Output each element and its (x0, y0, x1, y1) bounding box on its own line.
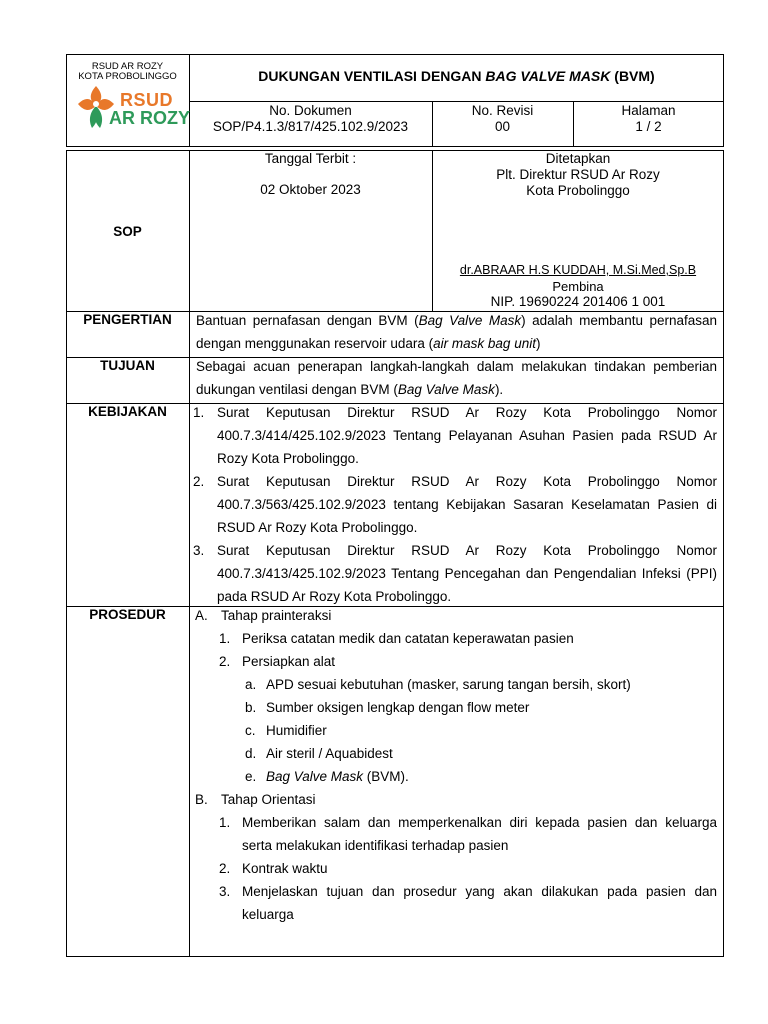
header-divider (189, 101, 724, 102)
pengertian-text-c: ) (535, 336, 541, 351)
prosedur-section-a (195, 604, 717, 627)
tujuan-text-a: Sebagai acuan penerapan langkah-langkah dalam melakukan tindakan pemberian dukungan ventilasi dengan BVM ( (196, 359, 717, 397)
kebijakan-item (193, 401, 717, 470)
signer-nip: NIP. 19690224 201406 1 001 (490, 294, 666, 309)
org-name (66, 62, 189, 82)
prosedur-label: PROSEDUR (89, 607, 166, 622)
org-name-line2: KOTA PROBOLINGGO (78, 71, 177, 82)
rev-label: No. Revisi (471, 103, 534, 118)
section-a-letter: A. (195, 608, 208, 623)
title-prefix: DUKUNGAN VENTILASI DENGAN (258, 68, 486, 84)
tool-text: Air steril / Aquabidest (266, 746, 393, 761)
pengertian-text (196, 309, 717, 355)
step-num: 1. (219, 631, 231, 646)
page-value: 1 / 2 (635, 119, 662, 134)
step-text: Kontrak waktu (242, 861, 328, 876)
pengertian-label: PENGERTIAN (83, 312, 172, 327)
revision-number (432, 103, 573, 135)
approval-block (432, 151, 724, 199)
prosedur-step (219, 880, 717, 926)
tool-letter: b. (245, 700, 257, 715)
tool-item (245, 696, 717, 719)
pengertian-text-b: ) adalah membantu pernafasan dengan menggunakan reservoir udara ( (196, 313, 718, 351)
kebijakan-item (193, 470, 717, 539)
approval-line2: Plt. Direktur RSUD Ar Rozy (496, 167, 660, 182)
hospital-logo (76, 84, 190, 132)
pengertian-text-a-italic: Bag Valve Mask (418, 313, 522, 328)
tool-text-italic: Bag Valve Mask (266, 769, 364, 784)
tujuan-text-a-italic: Bag Valve Mask (397, 382, 495, 397)
step-text: Memberikan salam dan memperkenalkan diri kepada pasien dan keluarga serta melakukan identifikasi terhadap pasien (242, 815, 717, 853)
kebijakan-item (193, 539, 717, 608)
issued-label: Tanggal Terbit : (264, 151, 357, 166)
tool-text: Sumber oksigen lengkap dengan flow meter (266, 700, 530, 715)
title-italic: BAG VALVE MASK (485, 68, 611, 84)
title-suffix: (BVM) (610, 68, 655, 84)
step-text: Menjelaskan tujuan dan prosedur yang akan dilakukan pada pasien dan keluarga (242, 884, 717, 922)
step-text: Periksa catatan medik dan catatan keperawatan pasien (242, 631, 574, 646)
tool-item (245, 742, 717, 765)
document-title (189, 68, 724, 84)
rev-value: 00 (494, 119, 511, 134)
logo-text-top: RSUD (120, 90, 174, 110)
prosedur-step (219, 857, 717, 880)
step-num: 2. (219, 654, 231, 669)
tujuan-text (196, 355, 717, 401)
prosedur-content (195, 604, 717, 926)
label-column-divider (189, 150, 190, 957)
kebijakan-item-num: 1. (193, 405, 205, 420)
section-b-letter: B. (195, 792, 208, 807)
tool-item (245, 719, 717, 742)
prosedur-section-b (195, 788, 717, 811)
tool-letter: e. (245, 769, 257, 784)
tujuan-text-b: ). (494, 382, 504, 397)
kebijakan-item-text: Surat Keputusan Direktur RSUD Ar Rozy Kota Probolinggo Nomor 400.7.3/413/425.102.9/2023 Tentang Pencegahan dan Pengendalian Infeksi (PPI) pada RSUD Ar Rozy Kota Probolinggo. (217, 543, 717, 604)
tool-letter: d. (245, 746, 257, 761)
prosedur-step (219, 811, 717, 857)
tujuan-label: TUJUAN (100, 358, 155, 373)
tool-text: Humidifier (266, 723, 327, 738)
tool-text-suffix: (BVM). (363, 769, 409, 784)
issued-value: 02 Oktober 2023 (260, 182, 361, 197)
section-a-title: Tahap prainteraksi (221, 608, 332, 623)
section-b-title: Tahap Orientasi (221, 792, 316, 807)
step-text: Persiapkan alat (242, 654, 336, 669)
tool-letter: a. (245, 677, 257, 692)
signer-name: dr.ABRAAR H.S KUDDAH, M.Si.Med,Sp.B (459, 263, 697, 277)
issued-date-block (189, 151, 432, 198)
step-num: 2. (219, 861, 231, 876)
sop-label: SOP (113, 224, 142, 239)
approval-line3: Kota Probolinggo (526, 183, 630, 198)
document-number (189, 103, 432, 135)
prosedur-step (219, 627, 717, 650)
kebijakan-item-num: 3. (193, 543, 205, 558)
logo-text-bottom: AR ROZY (109, 108, 190, 128)
tool-letter: c. (245, 723, 256, 738)
page-label: Halaman (621, 103, 676, 118)
page-number (573, 103, 724, 135)
tool-text: APD sesuai kebutuhan (masker, sarung tangan bersih, skort) (266, 677, 631, 692)
doc-label: No. Dokumen (269, 103, 352, 118)
signer-rank: Pembina (552, 278, 604, 294)
pengertian-text-a: Bantuan pernafasan dengan BVM ( (196, 313, 419, 328)
kebijakan-list (193, 401, 717, 608)
tool-item (245, 673, 717, 696)
tool-item (245, 765, 717, 788)
kebijakan-item-text: Surat Keputusan Direktur RSUD Ar Rozy Kota Probolinggo Nomor 400.7.3/414/425.102.9/2023 Tentang Pelayanan Asuhan Pasien pada RSUD Ar Rozy Kota Probolinggo. (217, 405, 717, 466)
prosedur-step (219, 650, 717, 673)
approval-line1: Ditetapkan (545, 151, 611, 166)
doc-value: SOP/P4.1.3/817/425.102.9/2023 (212, 119, 409, 134)
kebijakan-label: KEBIJAKAN (88, 404, 167, 419)
kebijakan-item-num: 2. (193, 474, 205, 489)
org-name-line1: RSUD AR ROZY (91, 61, 164, 72)
step-num: 1. (219, 815, 231, 830)
signer-block (432, 263, 724, 310)
step-num: 3. (219, 884, 231, 899)
pengertian-text-b-italic: air mask bag unit (433, 336, 536, 351)
kebijakan-item-text: Surat Keputusan Direktur RSUD Ar Rozy Kota Probolinggo Nomor 400.7.3/563/425.102.9/2023 tentang Kebijakan Sasaran Keselamatan Pasien di RSUD Ar Rozy Kota Probolinggo. (217, 474, 717, 535)
